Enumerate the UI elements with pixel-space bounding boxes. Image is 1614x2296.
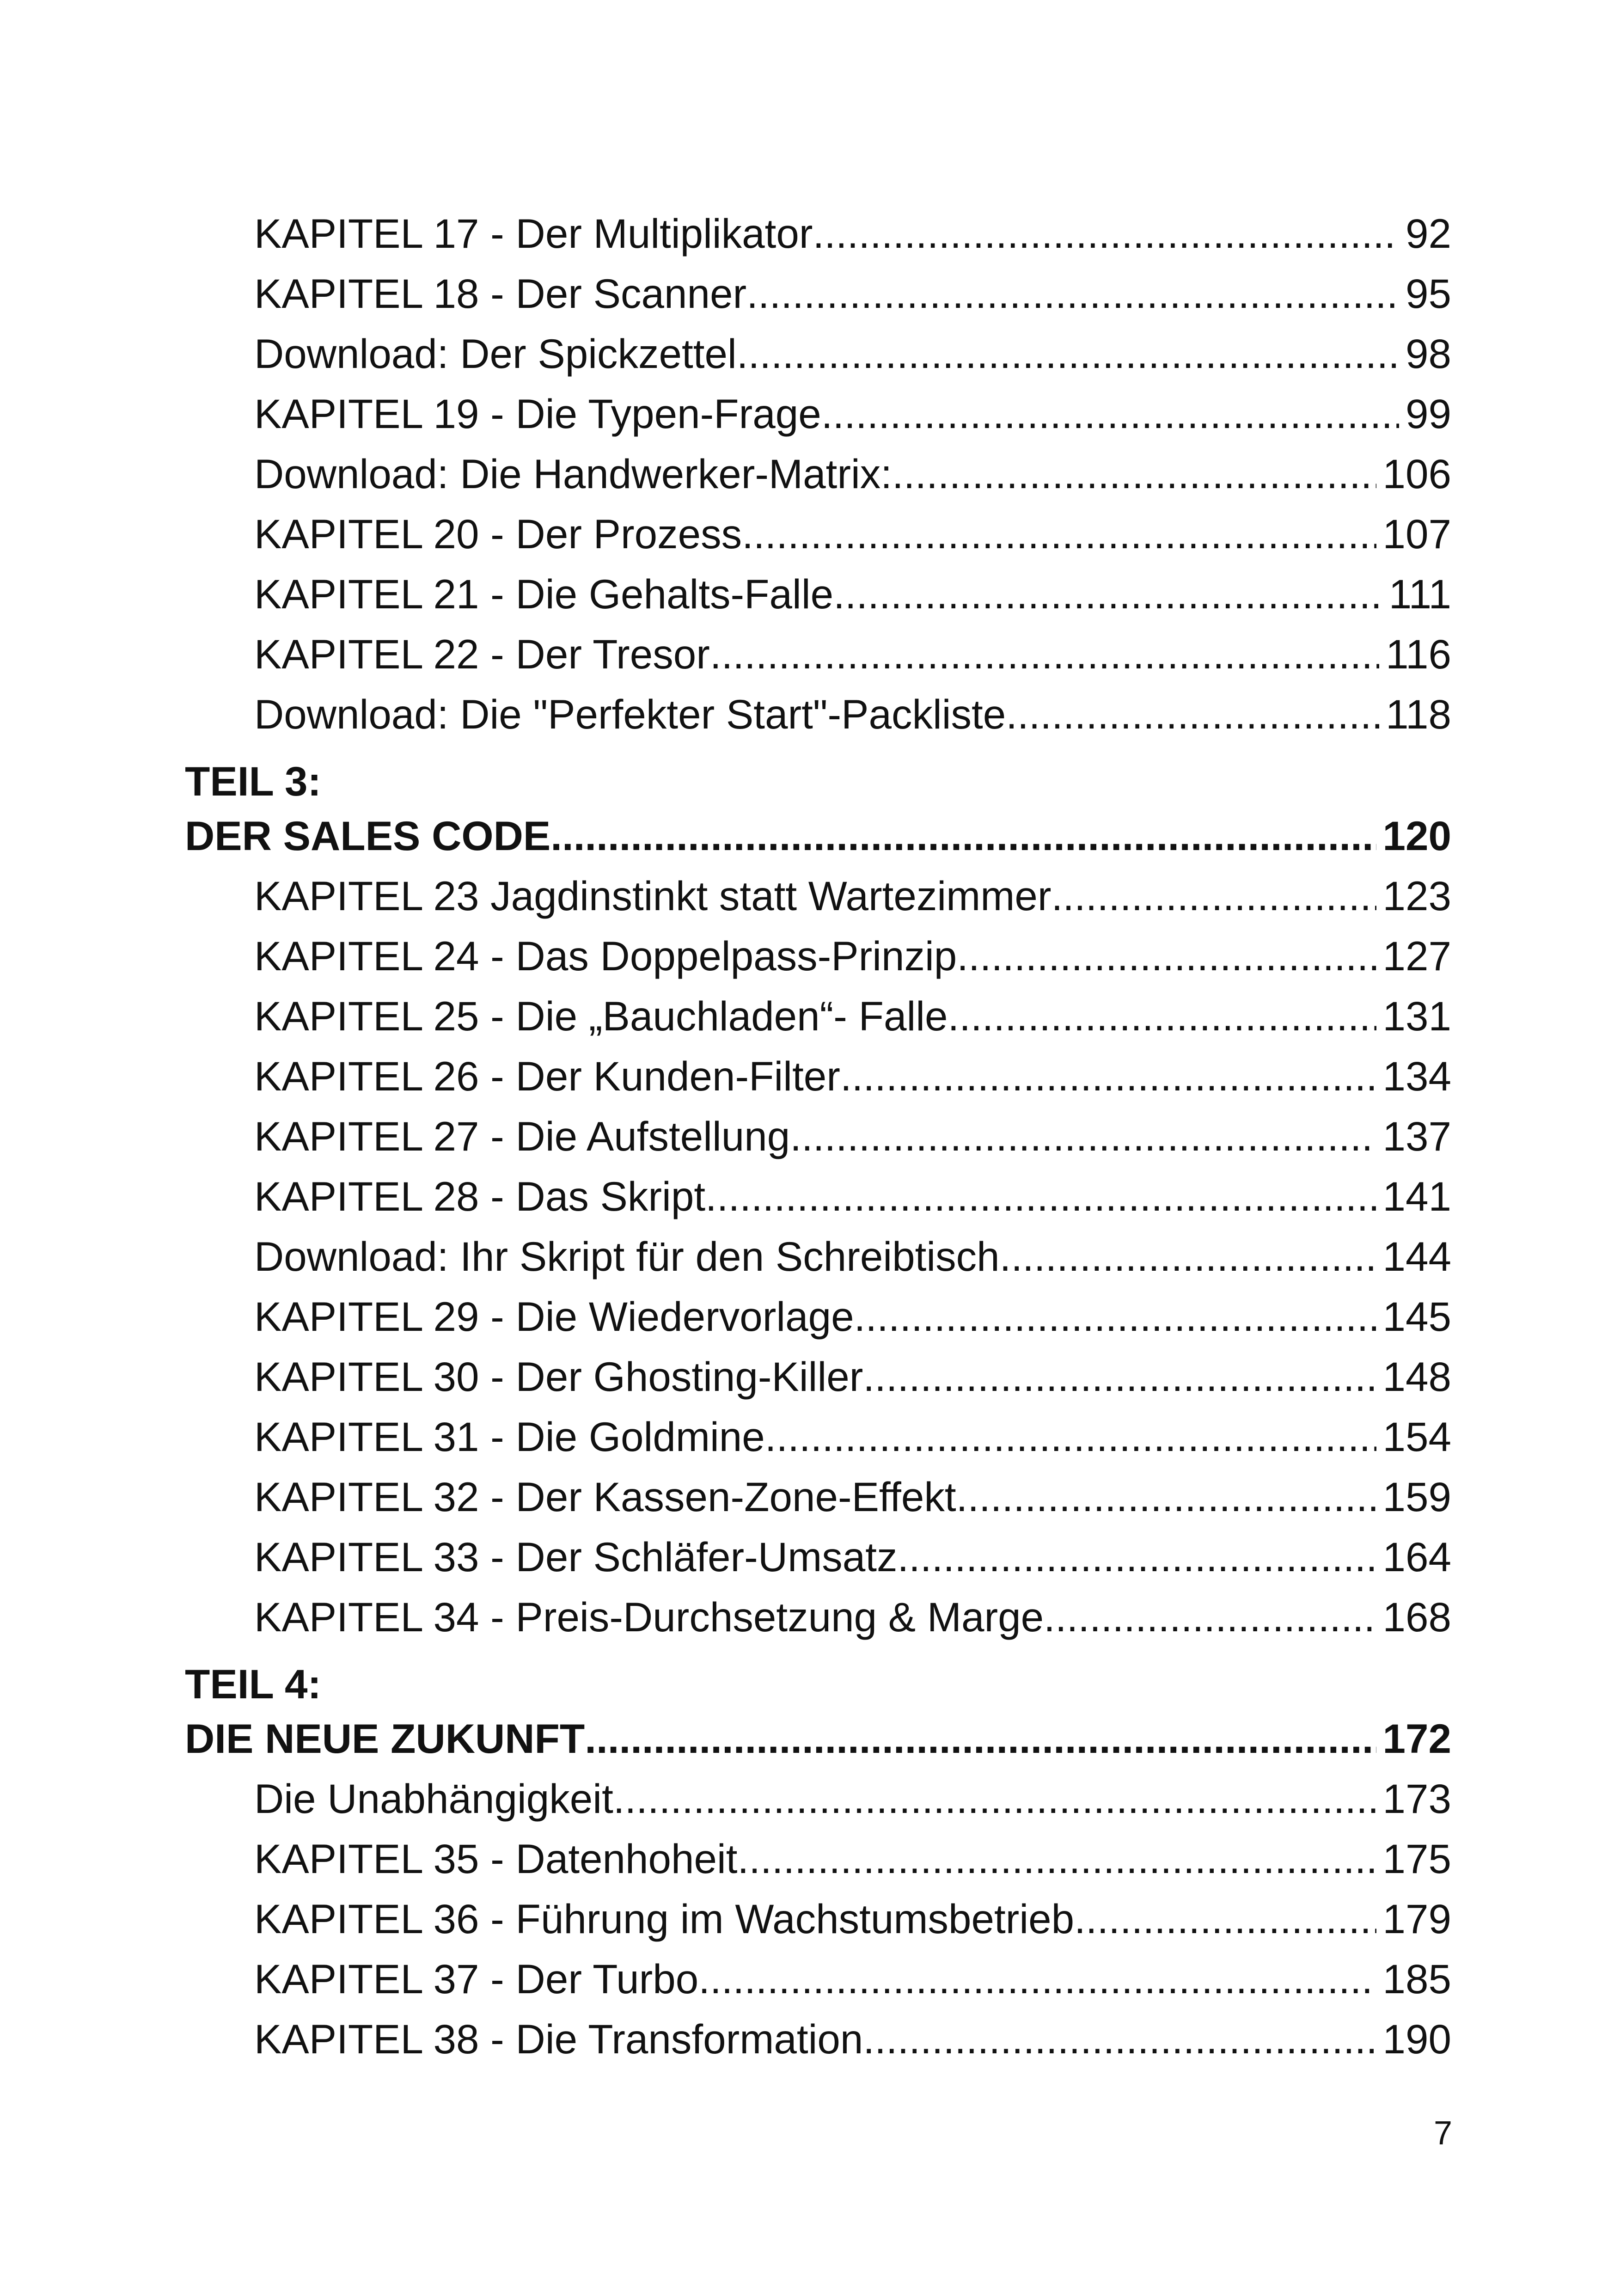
toc-leader-dots <box>1006 684 1379 744</box>
toc-entry-page: 92 <box>1406 210 1451 257</box>
toc-entry <box>185 986 1451 1046</box>
toc-entry <box>185 1226 1451 1286</box>
toc-entry-title: KAPITEL 31 - Die Goldmine <box>254 1414 765 1460</box>
toc-entry-title: KAPITEL 23 Jagdinstinkt statt Wartezimmer <box>254 873 1052 919</box>
toc-leader-dots <box>840 1046 1376 1106</box>
toc-leader-dots <box>742 504 1376 564</box>
toc-leader-dots <box>813 203 1400 263</box>
toc-entry-title: KAPITEL 25 - Die „Bauchladen“- Falle <box>254 993 948 1039</box>
toc-entry-page: 190 <box>1382 2016 1451 2062</box>
toc-leader-dots <box>854 1286 1376 1347</box>
toc-entry <box>185 1286 1451 1347</box>
toc-entry-page: 106 <box>1382 451 1451 497</box>
toc-entry-page: 123 <box>1382 873 1451 919</box>
toc-entry <box>185 1949 1451 2009</box>
toc-entry <box>185 2009 1451 2069</box>
toc-entry-page: 99 <box>1406 391 1451 437</box>
toc-leader-dots <box>613 1769 1376 1829</box>
part-4-title: DIE NEUE ZUKUNFT <box>185 1715 585 1762</box>
toc-entry-title: KAPITEL 22 - Der Tresor <box>254 631 710 677</box>
toc-entry <box>185 1769 1451 1829</box>
toc-entry <box>185 263 1451 324</box>
toc-entry <box>185 1046 1451 1106</box>
toc-leader-dots <box>705 1166 1376 1226</box>
toc-entry-title: KAPITEL 29 - Die Wiedervorlage <box>254 1293 854 1340</box>
toc-entry <box>185 1467 1451 1527</box>
toc-entry-title: KAPITEL 28 - Das Skript <box>254 1173 706 1219</box>
toc-leader-dots <box>863 1347 1376 1407</box>
part-3-heading <box>185 806 1451 866</box>
toc-entry <box>185 324 1451 384</box>
toc-entry-title: Download: Der Spickzettel <box>254 331 737 377</box>
toc-entry <box>185 1587 1451 1647</box>
toc-entry-title: KAPITEL 20 - Der Prozess <box>254 511 742 557</box>
toc-entry-title: KAPITEL 33 - Der Schläfer-Umsatz <box>254 1534 898 1580</box>
toc-entry-title: KAPITEL 32 - Der Kassen-Zone-Effekt <box>254 1474 956 1520</box>
toc-leader-dots <box>550 806 1376 866</box>
part-3-page: 120 <box>1382 813 1451 859</box>
toc-leader-dots <box>765 1407 1376 1467</box>
toc-entry-title: KAPITEL 37 - Der Turbo <box>254 1956 699 2002</box>
toc-leader-dots <box>833 564 1382 624</box>
toc-entry-title: KAPITEL 21 - Die Gehalts-Falle <box>254 571 834 617</box>
toc-entry-title: Download: Die Handwerker-Matrix: <box>254 451 892 497</box>
toc-entry <box>185 684 1451 744</box>
toc-entry-page: 145 <box>1382 1293 1451 1340</box>
toc-entry-page: 148 <box>1382 1353 1451 1400</box>
toc-entry <box>185 444 1451 504</box>
toc-entry-title: KAPITEL 35 - Datenhoheit <box>254 1836 738 1882</box>
toc-entry-title: Download: Ihr Skript für den Schreibtisch <box>254 1233 1000 1280</box>
toc-entry-title: Die Unabhängigkeit <box>254 1776 613 1822</box>
toc-entry-page: 111 <box>1388 571 1451 617</box>
toc-entry-page: 164 <box>1382 1534 1451 1580</box>
toc-leader-dots <box>737 324 1399 384</box>
toc-entry <box>185 504 1451 564</box>
toc-entry-title: KAPITEL 30 - Der Ghosting-Killer <box>254 1353 863 1400</box>
toc-entry-page: 134 <box>1382 1053 1451 1099</box>
toc-entry-title: KAPITEL 26 - Der Kunden-Filter <box>254 1053 840 1099</box>
toc-leader-dots <box>892 444 1376 504</box>
toc-leader-dots <box>948 986 1376 1046</box>
toc-entry <box>185 1527 1451 1587</box>
toc-entry-page: 95 <box>1406 270 1451 317</box>
part-4-label: TEIL 4: <box>185 1661 322 1707</box>
toc-entry-page: 116 <box>1386 631 1451 677</box>
toc-entry <box>185 1407 1451 1467</box>
toc-entry <box>185 1829 1451 1889</box>
toc-leader-dots <box>790 1106 1376 1166</box>
toc-leader-dots <box>957 926 1376 986</box>
toc-entry <box>185 384 1451 444</box>
toc-leader-dots <box>710 624 1379 684</box>
part-3-label: TEIL 3: <box>185 758 322 804</box>
toc-leader-dots <box>1000 1226 1376 1286</box>
toc-entry <box>185 1889 1451 1949</box>
toc-entry-page: 131 <box>1382 993 1451 1039</box>
toc-leader-dots <box>738 1829 1376 1889</box>
toc-leader-dots <box>1044 1587 1376 1647</box>
toc-entry <box>185 1347 1451 1407</box>
toc-entry-title: Download: Die "Perfekter Start"-Packliste <box>254 691 1006 737</box>
table-of-contents <box>185 203 1451 2069</box>
toc-entry-title: KAPITEL 38 - Die Transformation <box>254 2016 863 2062</box>
toc-entry-title: KAPITEL 34 - Preis-Durchsetzung & Marge <box>254 1594 1044 1640</box>
toc-entry-page: 173 <box>1382 1776 1451 1822</box>
toc-entry-title: KAPITEL 19 - Die Typen-Frage <box>254 391 821 437</box>
toc-entry-page: 141 <box>1382 1173 1451 1219</box>
toc-leader-dots <box>821 384 1399 444</box>
toc-entry <box>185 926 1451 986</box>
toc-entry-title: KAPITEL 36 - Führung im Wachstumsbetrieb <box>254 1896 1075 1942</box>
toc-entry <box>185 866 1451 926</box>
toc-entry <box>185 1106 1451 1166</box>
toc-entry-page: 137 <box>1382 1113 1451 1159</box>
toc-entry <box>185 624 1451 684</box>
toc-entry-page: 98 <box>1406 331 1451 377</box>
toc-leader-dots <box>863 2009 1376 2069</box>
toc-entry-title: KAPITEL 27 - Die Aufstellung <box>254 1113 790 1159</box>
page-number: 7 <box>1433 2115 1452 2152</box>
toc-entry-page: 168 <box>1382 1594 1451 1640</box>
part-4-heading <box>185 1708 1451 1769</box>
toc-entry-title: KAPITEL 17 - Der Multiplikator <box>254 210 813 257</box>
toc-leader-dots <box>746 263 1399 324</box>
toc-entry-page: 144 <box>1382 1233 1451 1280</box>
toc-entry-page: 179 <box>1382 1896 1451 1942</box>
part-3-title: DER SALES CODE <box>185 813 551 859</box>
toc-leader-dots <box>698 1949 1376 2009</box>
toc-leader-dots <box>956 1467 1376 1527</box>
toc-entry <box>185 1166 1451 1226</box>
toc-entry <box>185 203 1451 263</box>
toc-entry-page: 118 <box>1386 691 1451 737</box>
toc-leader-dots <box>897 1527 1376 1587</box>
toc-leader-dots <box>585 1708 1376 1769</box>
toc-entry-page: 154 <box>1382 1414 1451 1460</box>
toc-entry-page: 159 <box>1382 1474 1451 1520</box>
toc-entry-page: 107 <box>1382 511 1451 557</box>
toc-entry-page: 127 <box>1382 933 1451 979</box>
part-4-page: 172 <box>1382 1715 1451 1762</box>
toc-entry <box>185 564 1451 624</box>
toc-entry-page: 185 <box>1382 1956 1451 2002</box>
toc-leader-dots <box>1074 1889 1376 1949</box>
toc-entry-title: KAPITEL 18 - Der Scanner <box>254 270 747 317</box>
toc-entry-page: 175 <box>1382 1836 1451 1882</box>
toc-entry-title: KAPITEL 24 - Das Doppelpass-Prinzip <box>254 933 957 979</box>
toc-leader-dots <box>1052 866 1376 926</box>
